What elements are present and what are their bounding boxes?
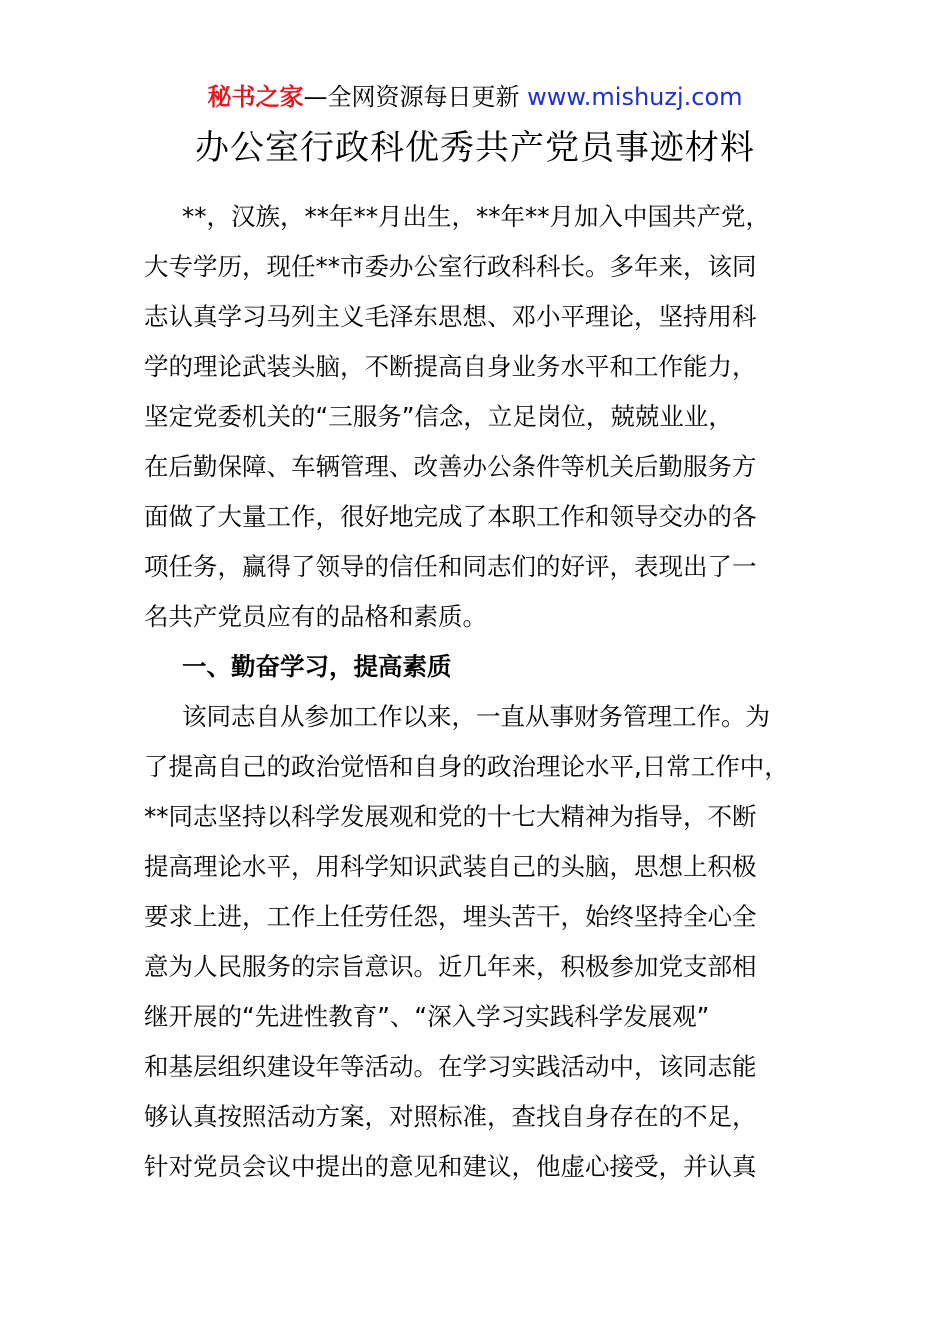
- paragraph-line: 在后勤保障、车辆管理、改善办公条件等机关后勤服务方: [144, 452, 757, 481]
- paragraph-line: 名共产党员应有的品格和素质。: [144, 602, 487, 631]
- section-heading: 一、勤奋学习，提高素质: [182, 652, 452, 681]
- paragraph-line: 意为人民服务的宗旨意识。近几年来，积极参加党支部相: [144, 952, 757, 981]
- document-title: 办公室行政科优秀共产党员事迹材料: [195, 128, 755, 168]
- header-tagline: —全网资源每日更新: [303, 83, 528, 111]
- paragraph-line: 项任务，赢得了领导的信任和同志们的好评，表现出了一: [144, 552, 757, 581]
- paragraph-line: **同志坚持以科学发展观和党的十七大精神为指导，不断: [144, 802, 757, 831]
- paragraph-line: 提高理论水平，用科学知识武装自己的头脑，思想上积极: [144, 852, 757, 881]
- paragraph-line: 学的理论武装头脑，不断提高自身业务水平和工作能力，: [144, 352, 757, 381]
- paragraph-line: 面做了大量工作，很好地完成了本职工作和领导交办的各: [144, 502, 757, 531]
- paragraph-line: 该同志自从参加工作以来，一直从事财务管理工作。为: [182, 702, 770, 731]
- paragraph-line: 志认真学习马列主义毛泽东思想、邓小平理论，坚持用科: [144, 302, 757, 331]
- paragraph-line: 坚定党委机关的“三服务”信念，立足岗位，兢兢业业，: [144, 402, 733, 431]
- paragraph-line: 要求上进，工作上任劳任怨，埋头苦干，始终坚持全心全: [144, 902, 757, 931]
- paragraph-line: 了提高自己的政治觉悟和自身的政治理论水平,日常工作中，: [144, 752, 789, 781]
- paragraph-line: 大专学历，现任**市委办公室行政科科长。多年来，该同: [144, 252, 757, 281]
- paragraph-line: **，汉族，**年**月出生，**年**月加入中国共产党，: [182, 202, 770, 231]
- paragraph-line: 和基层组织建设年等活动。在学习实践活动中，该同志能: [144, 1052, 757, 1081]
- brand-name: 秘书之家: [207, 83, 304, 111]
- paragraph-line: 够认真按照活动方案，对照标准，查找自身存在的不足，: [144, 1102, 757, 1131]
- site-header: [0, 80, 950, 114]
- paragraph-line: 继开展的“先进性教育”、“深入学习实践科学发展观”: [144, 1002, 710, 1031]
- site-url-link[interactable]: www.mishuzj.com: [527, 83, 743, 111]
- paragraph-line: 针对党员会议中提出的意见和建议，他虚心接受，并认真: [144, 1152, 757, 1181]
